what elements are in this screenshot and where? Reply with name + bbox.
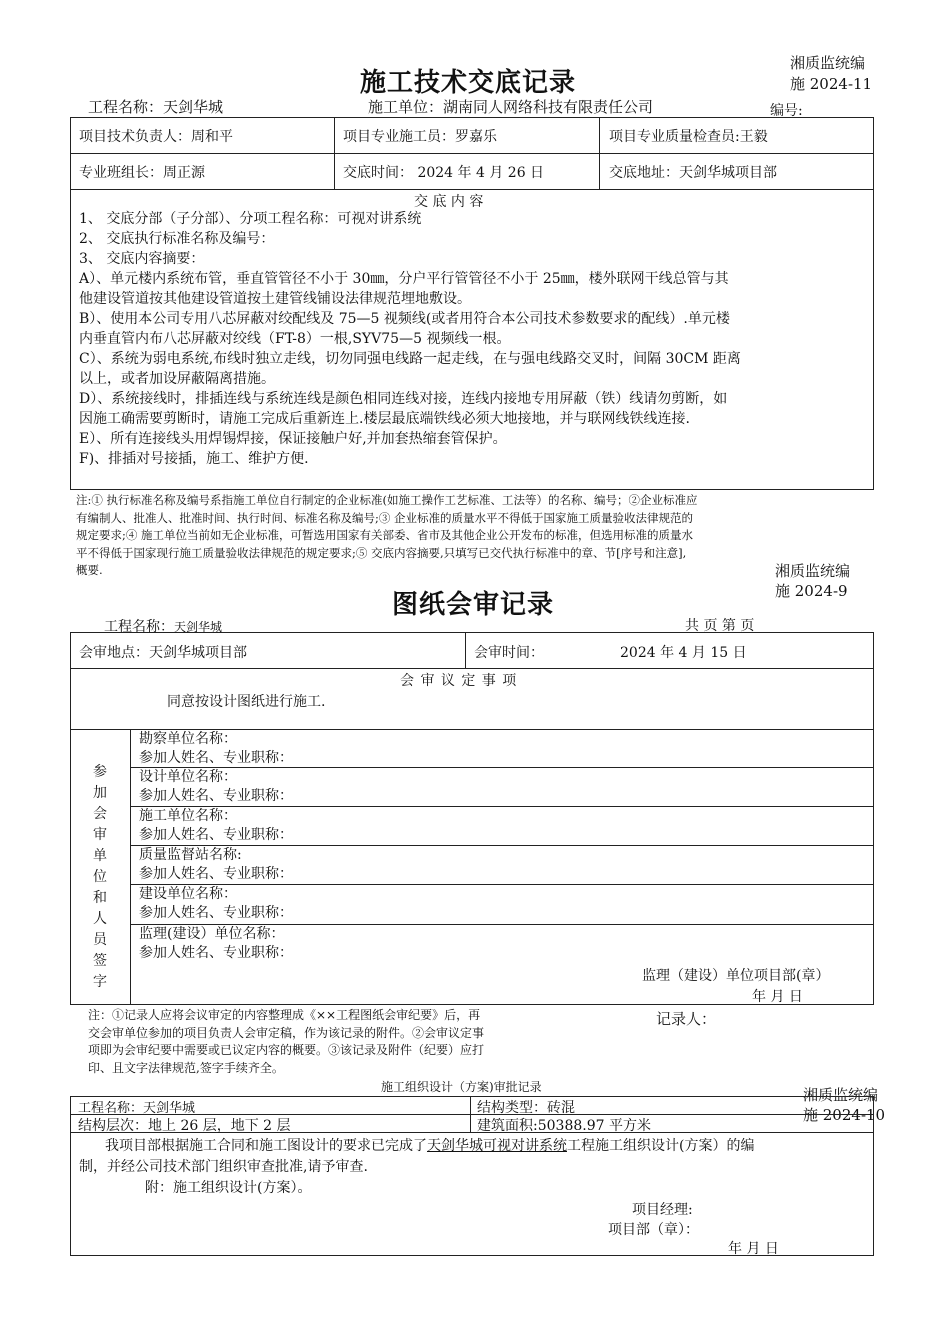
approval-floors: 结构层次：地上 26 层，地下 2 层 [78,1118,291,1134]
content-line: 他建设管道按其他建设管道按土建管线铺设法律规范埋地敷设。 [79,291,471,307]
project-value-text: 天剑华城 [174,620,223,634]
divider [599,117,600,189]
unit-name: 设计单位名称： [139,769,237,785]
corner-code-2b: 施 2024-9 [775,582,848,600]
unit-construction [139,807,293,845]
divider [130,729,131,1005]
unit-name: 施工单位名称： [139,808,237,824]
corner-code-2a: 湘质监统编 [775,562,851,580]
approval-area: 建筑面积:50388.97 平方米 [477,1118,651,1134]
unit-people: 参加人姓名、专业职称： [139,905,293,921]
divider [334,117,335,189]
approval-project: 工程名称：天剑华城 [78,1101,196,1116]
page-title: 施工技术交底记录 [360,68,577,98]
approval-date-line: 年 月 日 [728,1241,779,1257]
content-body [79,209,869,469]
approval-structure: 结构类型：砖混 [477,1100,575,1116]
contractor-name: 施工单位：湖南同人网络科技有限责任公司 [368,98,654,116]
unit-kancha [139,730,293,768]
divider [465,632,466,668]
content-line: 因施工确需要剪断时，请施工完成后重新连上.楼层最底端铁线必须大地接地，并与联网线铁线连接. [79,411,690,427]
unit-name: 建设单位名称： [139,886,237,902]
note-line: 项即为会审纪要中需要或已议定内容的概要。③该记录及附件（纪要）应打 [88,1043,485,1057]
matters-text: 同意按设计图纸进行施工. [167,694,326,710]
note-line: 规定要求;④ 施工单位当前如无企业标准，可暂选用国家有关部委、省市及其他企业公开发布的标准，但选用标准的质量水 [76,528,694,542]
content-line: F)、排插对号接插，施工、维护方便. [79,451,309,467]
unit-people: 参加人姓名、专业职称： [139,866,293,882]
note-line: 印、且文字法律规范,签字手续齐全。 [88,1060,284,1075]
corner-code-3b: 施 2024-10 [803,1106,886,1124]
department-seal: 项目部（章）： [608,1222,699,1238]
note-line: 交会审单位参加的项目负责人会审定稿，作为该记录的附件。②会审议定事 [88,1025,485,1040]
unit-people: 参加人姓名、专业职称： [139,827,293,843]
content-line: E）、所有连接线头用焊锡焊接，保证接触户好,并加套热缩套管保护。 [79,431,507,447]
project-label-text: 工程名称： [104,619,174,635]
unit-name: 勘察单位名称： [139,731,237,747]
content-line: 以上，或者加设屏蔽隔离措施。 [79,371,275,387]
body-underlined: 天剑华城可视对讲系统 [427,1138,567,1154]
review-time-label: 会审时间： [474,645,544,661]
unit-people: 参加人姓名、专业职称： [139,788,293,804]
content-line: 2、 交底执行标准名称及编号： [79,231,275,247]
content-line: C）、系统为弱电系统,布线时独立走线，切勿同强电线路一起走线，在与强电线路交叉时，间隔 30CM 距离 [79,351,741,367]
supervisor-seal: 监理（建设）单位项目部(章） [642,968,830,984]
tech-lead: 项目技术负责人：周和平 [79,129,233,145]
body-post: 工程施工组织设计(方案）的编 [567,1138,755,1154]
divider [70,189,874,190]
note-line: 概要. [76,563,103,577]
content-line: D）、系统接线时，排插连线与系统连线是颜色相同连线对接，连线内接地专用屏蔽（铁）线请勿剪断，如 [79,391,728,407]
unit-design [139,768,293,806]
project-manager: 项目经理: [632,1202,693,1218]
body-pre: 我项目部根据施工合同和施工图设计的要求已完成了 [105,1138,427,1154]
unit-supervisor [139,925,293,963]
corner-code-1b: 施 2024-11 [790,75,873,93]
content-line: 1、 交底分部（子分部）、分项工程名称：可视对讲系统 [79,211,422,227]
note-2 [88,1007,484,1077]
participants-side-label: 参加会审单位和人员签字 [93,764,107,990]
content-line: A）、单元楼内系统布管，垂直管管径不小于 30㎜，分户平行管管径不小于 25㎜，楼外联网干线总管与其 [79,271,729,287]
approval-attachment: 附：施工组织设计(方案）。 [145,1180,312,1196]
approval-body-line1 [79,1136,869,1157]
divider [70,153,874,154]
divider [70,668,874,669]
team-leader: 专业班组长：周正源 [79,165,205,181]
note-line: 注:① 执行标准名称及编号系指施工单位自行制定的企业标准(如施工操作工艺标准、工法等）的名称、编号；②企业标准应 [76,493,698,507]
disclosure-time: 交底时间： 2024 年 4 月 26 日 [343,165,545,181]
note-line: 平不得低于国家现行施工质量验收法律规范的规定要求;⑤ 交底内容摘要,只填写已交代执行标准中的章、节[序号和注意], [76,545,687,560]
unit-name: 监理(建设）单位名称： [139,926,285,942]
approval-body-line2: 制，并经公司技术部门组织审查批准,请予审查. [79,1159,368,1175]
approval-body [79,1136,869,1199]
site-engineer: 项目专业施工员：罗嘉乐 [343,129,497,145]
page-count: 共 页 第 页 [685,618,755,634]
disclosure-place: 交底地址：天剑华城项目部 [609,165,777,181]
divider [470,1096,471,1132]
number-label: 编号: [770,103,803,119]
approval-title: 施工组织设计（方案)审批记录 [381,1080,542,1094]
review-time-value: 2024 年 4 月 15 日 [620,645,747,661]
content-line: 3、 交底内容摘要： [79,251,205,267]
review-date-line: 年 月 日 [752,989,803,1005]
project-name: 工程名称：天剑华城 [88,98,224,116]
unit-quality-station [139,846,293,884]
unit-name: 质量监督站名称: [139,847,242,863]
recorder-label: 记录人： [656,1010,717,1028]
note-line: 注：①记录人应将会议审定的内容整理成《××工程图纸会审纪要》后，再 [88,1008,481,1022]
corner-code-3a: 湘质监统编 [803,1086,879,1104]
review-place: 会审地点：天剑华城项目部 [79,645,247,661]
note-line: 有编制人、批准人、批准时间、执行时间、标准名称及编号;③ 企业标准的质量水平不得低于国家施工质量验收法律规范的 [76,510,694,525]
content-line: 内垂直管内布八芯屏蔽对绞线（FT-8）一根,SYV75—5 视频线一根。 [79,331,511,347]
unit-owner [139,885,293,923]
quality-inspector: 项目专业质量检查员:王毅 [609,129,768,145]
note-1 [76,492,876,580]
corner-code-1a: 湘质监统编 [790,54,866,72]
content-line: B）、使用本公司专用八芯屏蔽对绞配线及 75—5 视频线(或者用符合本公司技术参数要求的配线）.单元楼 [79,311,730,327]
content-heading: 交 底 内 容 [414,194,484,210]
unit-people: 参加人姓名、专业职称： [139,750,293,766]
unit-people: 参加人姓名、专业职称： [139,945,293,961]
drawing-review-title: 图纸会审记录 [392,590,555,620]
matters-heading: 会 审 议 定 事 项 [400,673,518,689]
